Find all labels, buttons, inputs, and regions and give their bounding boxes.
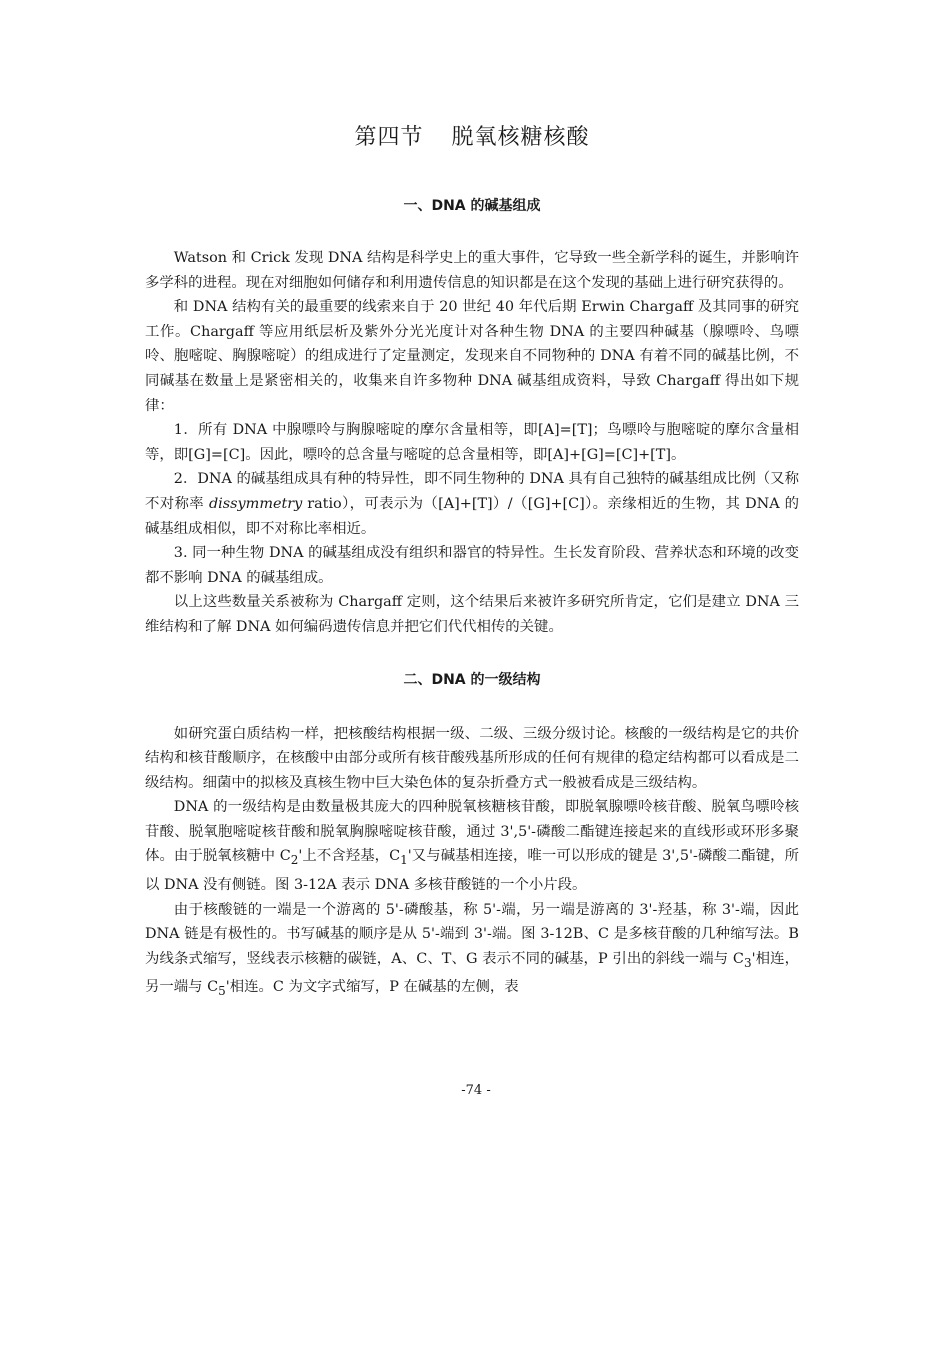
subscript: 5 — [218, 984, 226, 999]
text-run: '相连。C 为文字式缩写，P 在碱基的左侧，表 — [225, 979, 519, 996]
text-run: '相连，另一端与 C — [145, 950, 799, 996]
paragraph: 如研究蛋白质结构一样，把核酸结构根据一级、二级、三级分级讨论。核酸的一级结构是它的共价结构和核苷酸顺序，在核酸中由部分或所有核苷酸残基所形成的任何有规律的稳定结构都可以看成是二级结构。细菌中的拟核及真核生物中巨大染色体的复杂折叠方式一般被看成是三级结构。 — [145, 725, 799, 791]
paragraph — [145, 898, 799, 1004]
text-run: '上不含羟基，C — [298, 848, 401, 865]
paragraph: 1．所有 DNA 中腺嘌呤与胸腺嘧啶的摩尔含量相等，即[A]=[T]；鸟嘌呤与胞嘧啶的摩尔含量相等，即[G]=[C]。因此，嘌呤的总含量与嘧啶的总含量相等，即[A]+[G]=[C]+[T]。 — [145, 422, 799, 463]
italic-term: dissymmetry — [208, 495, 303, 512]
chapter-title-part2: 脱氧核糖核酸 — [451, 125, 590, 150]
text-run: ratio），可表示为（[A]+[T]）/（[G]+[C]）。亲缘相近的生物，其 DNA 的碱基组成相似，即不对称比率相近。 — [145, 495, 799, 537]
paragraph — [145, 795, 799, 897]
subscript: 3 — [743, 955, 752, 970]
text-run: 由于核酸链的一端是一个游离的 5'-磷酸基，称 5'-端，另一端是游离的 3'-羟基，称 3'-端，因此 DNA 链是有极性的。书写碱基的顺序是从 5'-端到 3'-端。图 3-12B、C 是多核苷酸的几种缩写法。B 为线条式缩写，竖线表示核糖的碳链，A、C、T、G 表示不同的碱基，P 引出的斜线一端与 C — [145, 901, 799, 967]
subscript: 2 — [290, 853, 299, 868]
section-heading-1: 一、DNA 的碱基组成 — [403, 198, 541, 214]
paragraph — [145, 467, 799, 541]
paragraph: 3. 同一种生物 DNA 的碱基组成没有组织和器官的特异性。生长发育阶段、营养状态和环境的改变都不影响 DNA 的碱基组成。 — [145, 545, 799, 586]
paragraph: 和 DNA 结构有关的最重要的线索来自于 20 世纪 40 年代后期 Erwin Chargaff 及其同事的研究工作。Chargaff 等应用纸层析及紫外分光光度计对各种生物 DNA 的主要四种碱基（腺嘌呤、鸟嘌呤、胞嘧啶、胸腺嘧啶）的组成进行了定量测定，发现来自不同物种的 DNA 有着不同的碱基比例，不同碱基在数量上是紧密相关的，收集来自许多物种 DNA 碱基组成资料，导致 Chargaff 得出如下规律： — [145, 299, 799, 414]
page-content — [145, 118, 799, 1004]
page-number: -74 - — [461, 1083, 491, 1098]
paragraph: 以上这些数量关系被称为 Chargaff 定则，这个结果后来被许多研究所肯定，它们是建立 DNA 三维结构和了解 DNA 如何编码遗传信息并把它们代代相传的关键。 — [145, 594, 799, 635]
text-run: '又与碱基相连接，唯一可以形成的键是 3',5'-磷酸二酯键，所以 DNA 没有侧链。图 3-12A 表示 DNA 多核苷酸链的一个小片段。 — [145, 848, 799, 893]
section-heading-2: 二、DNA 的一级结构 — [403, 671, 541, 688]
paragraph: Watson 和 Crick 发现 DNA 结构是科学史上的重大事件，它导致一些全新学科的诞生，并影响许多学科的进程。现在对细胞如何储存和利用遗传信息的知识都是在这个发现的基础上进行研究获得的。 — [145, 250, 799, 291]
text-run: DNA 的一级结构是由数量极其庞大的四种脱氧核糖核苷酸，即脱氧腺嘌呤核苷酸、脱氧鸟嘌呤核苷酸、脱氧胞嘧啶核苷酸和脱氧胸腺嘧啶核苷酸，通过 3',5'-磷酸二酯键连接起来的直线形或环形多聚体。由于脱氧核糖中 C — [145, 799, 799, 865]
chapter-title — [145, 118, 799, 158]
text-run: 2．DNA 的碱基组成具有种的特异性，即不同生物种的 DNA 具有自己独特的碱基组成比例（又称不对称率 — [145, 471, 799, 512]
chapter-title-part1: 第四节 — [354, 125, 424, 150]
subscript: 1 — [400, 853, 408, 868]
